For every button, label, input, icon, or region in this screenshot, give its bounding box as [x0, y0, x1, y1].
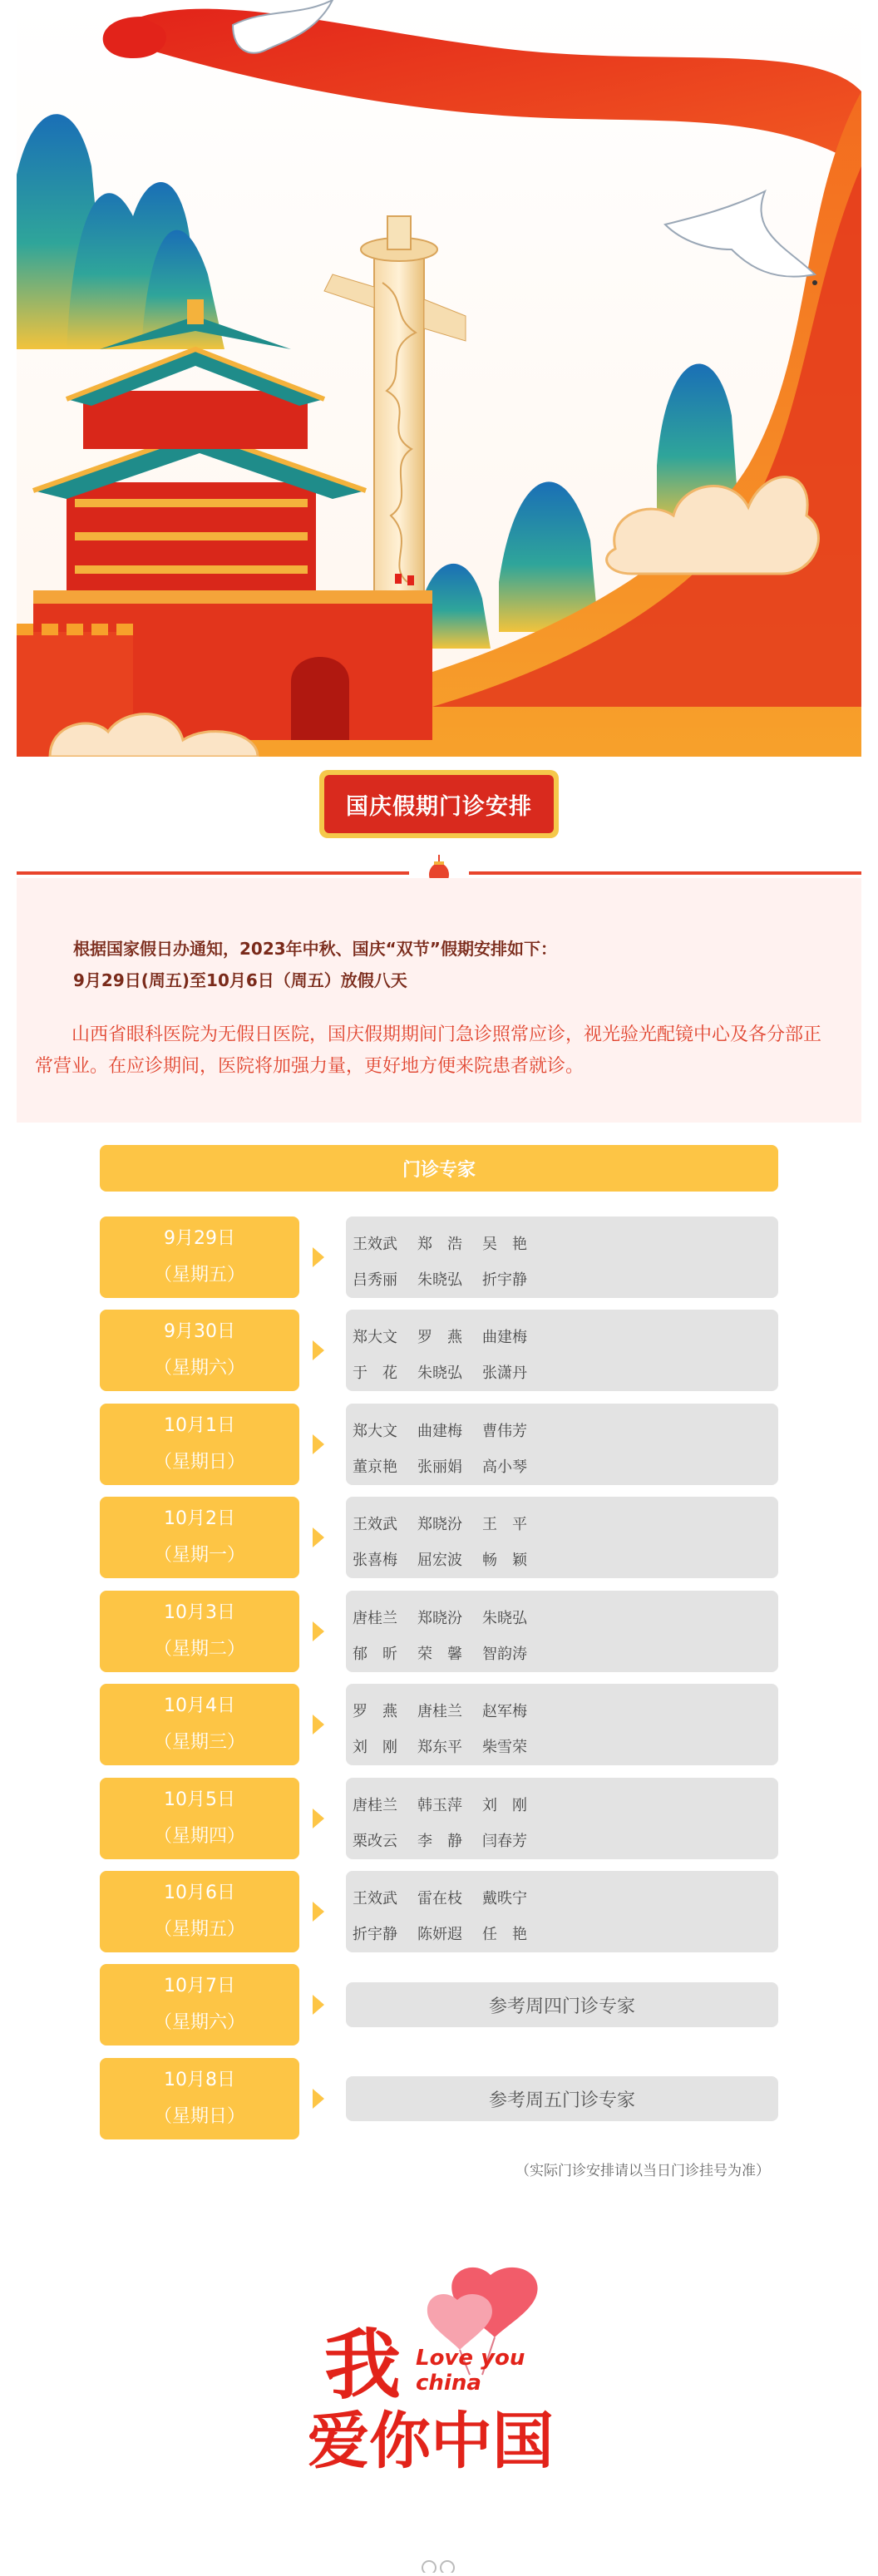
doctor-name: 陈妍遐: [417, 1925, 462, 1943]
date-label: 10月7日: [164, 1976, 235, 1996]
notice-line-2: 9月29日(周五)至10月6日（周五）放假八天: [73, 970, 407, 990]
weekday-label: （星期六）: [153, 1358, 245, 1379]
date-label: 10月6日: [164, 1883, 235, 1903]
doctor-name: 罗 燕: [417, 1328, 462, 1346]
doctor-name: 荣 馨: [417, 1645, 462, 1663]
divider-line-right: [469, 871, 861, 875]
doctor-name: 郑 浩: [417, 1235, 462, 1253]
reference-note: 参考周五门诊专家: [346, 2076, 778, 2121]
schedule-row: [100, 1778, 778, 1859]
footnote: （实际门诊安排请以当日门诊挂号为准）: [515, 2163, 770, 2179]
doctor-name: 雷在枝: [417, 1889, 462, 1907]
date-box: [100, 1684, 299, 1765]
doctor-line: [353, 1728, 778, 1764]
weekday-label: （星期一）: [153, 1545, 245, 1566]
doctor-name: 朱晓弘: [417, 1364, 462, 1382]
date-label: 10月3日: [164, 1602, 235, 1623]
weekday-label: （星期日）: [153, 2106, 245, 2127]
doctor-name: 折宇静: [353, 1925, 397, 1943]
love-en-1: Love you: [416, 2346, 525, 2371]
notice-paragraph: 山西省眼科医院为无假日医院，国庆假期期间门急诊照常应诊，视光验光配镜中心及各分部正常营业。在应诊期间，医院将加强力量，更好地方便来院患者就诊。: [35, 1024, 822, 1077]
doctor-name: 吕秀丽: [353, 1271, 397, 1289]
weekday-label: （星期六）: [153, 2012, 245, 2033]
weekday-label: （星期二）: [153, 1639, 245, 1660]
doctor-name: 戴昳宁: [482, 1889, 527, 1907]
doctor-line: [353, 1822, 778, 1858]
doctor-name: 刘 刚: [353, 1738, 397, 1756]
date-box: [100, 2058, 299, 2139]
doctor-name: 罗 燕: [353, 1702, 397, 1720]
doctor-name: 屈宏波: [417, 1551, 462, 1569]
doctor-name: 张喜梅: [353, 1551, 397, 1569]
schedule-row: [100, 2058, 778, 2139]
doctor-name: 栗改云: [353, 1832, 397, 1850]
doctor-list: [346, 1591, 778, 1672]
doctor-name: 董京艳: [353, 1458, 397, 1476]
date-box: [100, 1404, 299, 1485]
doctor-name: 郑东平: [417, 1738, 462, 1756]
notice-line-1: 根据国家假日办通知，2023年中秋、国庆“双节”假期安排如下：: [73, 939, 557, 959]
doctor-line: [353, 1786, 778, 1822]
date-box: [100, 1778, 299, 1859]
arrow-right-icon: [313, 1809, 324, 1828]
weekday-label: （星期三）: [153, 1732, 245, 1753]
doctor-name: 吴 艳: [482, 1235, 527, 1253]
doctor-name: 郑大文: [353, 1422, 397, 1440]
schedule-row: [100, 1871, 778, 1952]
doctor-name: 朱晓弘: [417, 1271, 462, 1289]
date-label: 10月2日: [164, 1508, 235, 1529]
doctor-name: 唐桂兰: [417, 1702, 462, 1720]
love-en-2: china: [416, 2371, 481, 2396]
date-box: [100, 1964, 299, 2046]
decoration-dots: [407, 2556, 471, 2573]
doctor-name: 张潇丹: [482, 1364, 527, 1382]
doctor-name: 曲建梅: [482, 1328, 527, 1346]
date-label: 9月29日: [164, 1228, 235, 1249]
doctor-line: [353, 1879, 778, 1915]
notice-panel: [17, 878, 861, 1123]
doctor-name: 任 艳: [482, 1925, 527, 1943]
doctor-name: 郑大文: [353, 1328, 397, 1346]
love-line-2: 爱你中国: [308, 2406, 554, 2477]
doctor-line: [353, 1448, 778, 1483]
date-box: [100, 1310, 299, 1391]
schedule-row: [100, 1964, 778, 2046]
schedule-row: [100, 1591, 778, 1672]
doctor-line: [353, 1318, 778, 1354]
doctor-line: [353, 1599, 778, 1635]
date-label: 10月5日: [164, 1789, 235, 1810]
doctor-name: 畅 颖: [482, 1551, 527, 1569]
weekday-label: （星期五）: [153, 1265, 245, 1286]
doctor-name: 闫春芳: [482, 1832, 527, 1850]
reference-note: 参考周四门诊专家: [346, 1982, 778, 2027]
doctor-line: [353, 1261, 778, 1296]
doctor-name: 唐桂兰: [353, 1609, 397, 1627]
doctor-name: 曹伟芳: [482, 1422, 527, 1440]
arrow-right-icon: [313, 1621, 324, 1641]
arrow-right-icon: [313, 1340, 324, 1360]
date-box: [100, 1871, 299, 1952]
doctor-name: 李 静: [417, 1832, 462, 1850]
date-label: 10月1日: [164, 1415, 235, 1436]
doctor-list: [346, 1497, 778, 1578]
date-label: 10月8日: [164, 2070, 235, 2090]
doctor-name: 折宇静: [482, 1271, 527, 1289]
schedule-row: [100, 1684, 778, 1765]
date-box: [100, 1216, 299, 1298]
doctor-list: [346, 1684, 778, 1765]
doctor-name: 王效武: [353, 1515, 397, 1533]
doctor-name: 刘 刚: [482, 1796, 527, 1814]
page-title: 国庆假期门诊安排: [324, 775, 554, 833]
doctor-name: 王效武: [353, 1235, 397, 1253]
doctor-name: 郑晓汾: [417, 1515, 462, 1533]
doctor-line: [353, 1692, 778, 1728]
doctor-line: [353, 1412, 778, 1448]
doctor-line: [353, 1354, 778, 1389]
doctor-name: 柴雪荣: [482, 1738, 527, 1756]
doctor-name: 赵军梅: [482, 1702, 527, 1720]
arrow-right-icon: [313, 1434, 324, 1454]
divider-line-left: [17, 871, 409, 875]
weekday-label: （星期四）: [153, 1826, 245, 1847]
section-divider: [17, 871, 861, 875]
schedule-row: [100, 1310, 778, 1391]
schedule-row: [100, 1216, 778, 1298]
doctor-name: 王效武: [353, 1889, 397, 1907]
schedule-row: [100, 1497, 778, 1578]
arrow-right-icon: [313, 1902, 324, 1922]
doctor-line: [353, 1505, 778, 1541]
doctor-list: [346, 1310, 778, 1391]
title-badge: [319, 770, 559, 838]
doctor-name: 智韵涛: [482, 1645, 527, 1663]
doctor-name: 唐桂兰: [353, 1796, 397, 1814]
schedule-header: 门诊专家: [100, 1145, 778, 1192]
weekday-label: （星期日）: [153, 1452, 245, 1473]
doctor-name: 张丽娟: [417, 1458, 462, 1476]
arrow-right-icon: [313, 2089, 324, 2109]
arrow-right-icon: [313, 1247, 324, 1267]
love-big-char: 我: [324, 2321, 402, 2410]
date-box: [100, 1591, 299, 1672]
arrow-right-icon: [313, 1715, 324, 1735]
date-label: 9月30日: [164, 1321, 235, 1342]
doctor-list: [346, 1871, 778, 1952]
date-box: [100, 1497, 299, 1578]
date-label: 10月4日: [164, 1695, 235, 1716]
doctor-list: [346, 1404, 778, 1485]
arrow-right-icon: [313, 1995, 324, 2015]
doctor-name: 朱晓弘: [482, 1609, 527, 1627]
doctor-name: 韩玉萍: [417, 1796, 462, 1814]
weekday-label: （星期五）: [153, 1919, 245, 1940]
doctor-line: [353, 1915, 778, 1951]
doctor-name: 王 平: [482, 1515, 527, 1533]
doctor-line: [353, 1541, 778, 1577]
doctor-line: [353, 1635, 778, 1670]
schedule-row: [100, 1404, 778, 1485]
doctor-name: 曲建梅: [417, 1422, 462, 1440]
doctor-list: [346, 1778, 778, 1859]
doctor-list: [346, 1216, 778, 1298]
doctor-name: 于 花: [353, 1364, 397, 1382]
doctor-name: 郁 昕: [353, 1645, 397, 1663]
doctor-name: 高小琴: [482, 1458, 527, 1476]
arrow-right-icon: [313, 1527, 324, 1547]
banner-illustration: [17, 0, 861, 757]
love-china-graphic: [299, 2258, 582, 2483]
doctor-name: 郑晓汾: [417, 1609, 462, 1627]
doctor-line: [353, 1225, 778, 1261]
